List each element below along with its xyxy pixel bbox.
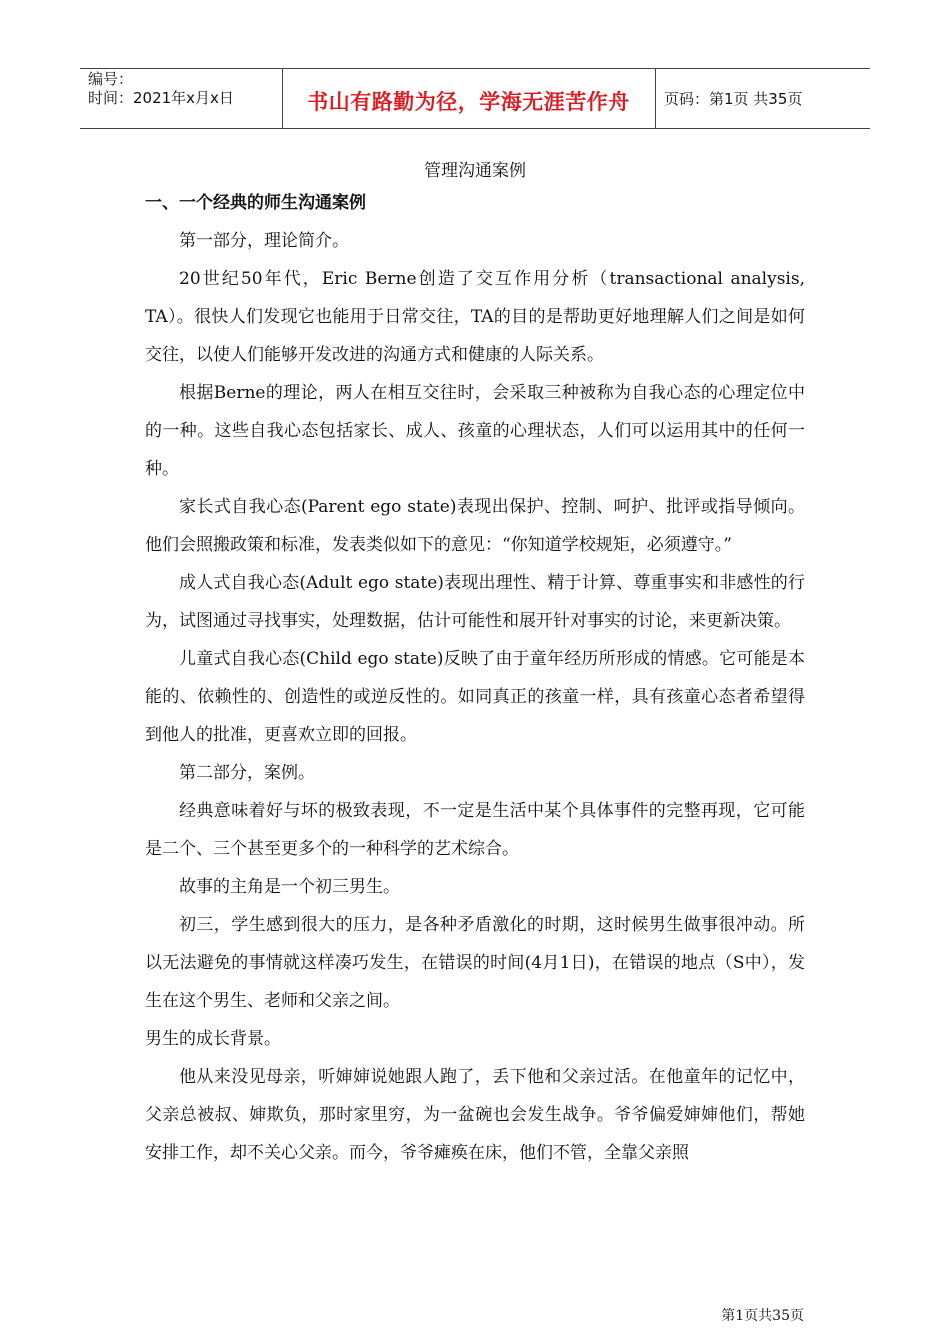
header-time-label: 时间：2021年x月x日 xyxy=(88,89,234,107)
paragraph: 第一部分，理论简介。 xyxy=(179,231,349,251)
header-meta xyxy=(88,70,234,108)
paragraph: 家长式自我心态(Parent ego state)表现出保护、控制、呵护、批评或指导倾向。他们会照搬政策和标准，发表类似如下的意见：“你知道学校规矩，必须遵守。” xyxy=(145,497,805,555)
paragraph: 初三，学生感到很大的压力，是各种矛盾激化的时期，这时候男生做事很冲动。所以无法避免的事情就这样凑巧发生，在错误的时间(4月1日)，在错误的地点（S中），发生在这个男生、老师和父亲之间。 xyxy=(145,915,805,1011)
header-page-info: 页码：第1页 共35页 xyxy=(664,90,803,108)
paragraph: 故事的主角是一个初三男生。 xyxy=(179,877,400,897)
paragraph: 根据Berne的理论，两人在相互交往时，会采取三种被称为自我心态的心理定位中的一种。这些自我心态包括家长、成人、孩童的心理状态，人们可以运用其中的任何一种。 xyxy=(145,383,805,479)
paragraph: 成人式自我心态(Adult ego state)表现出理性、精于计算、尊重事实和非感性的行为，试图通过寻找事实，处理数据，估计可能性和展开针对事实的讨论，来更新决策。 xyxy=(145,573,805,631)
header-bottom-border xyxy=(80,128,870,129)
paragraph: 经典意味着好与坏的极致表现，不一定是生活中某个具体事件的完整再现，它可能是二个、三个甚至更多个的一种科学的艺术综合。 xyxy=(145,801,805,859)
document-title: 管理沟通案例 xyxy=(424,161,526,181)
paragraph: 男生的成长背景。 xyxy=(145,1029,281,1049)
header-motto: 书山有路勤为径，学海无涯苦作舟 xyxy=(307,90,630,114)
paragraph: 他从来没见母亲，听婶婶说她跟人跑了，丢下他和父亲过活。在他童年的记忆中，父亲总被叔、婶欺负，那时家里穷，为一盆碗也会发生战争。爷爷偏爱婶婶他们，帮她安排工作，却不关心父亲。而今，爷爷瘫痪在床，他们不管，全靠父亲照 xyxy=(145,1067,805,1163)
paragraph: 儿童式自我心态(Child ego state)反映了由于童年经历所形成的情感。它可能是本能的、依赖性的、创造性的或逆反性的。如同真正的孩童一样，具有孩童心态者希望得到他人的批准，更喜欢立即的回报。 xyxy=(145,649,805,745)
section-heading: 一、一个经典的师生沟通案例 xyxy=(145,193,366,213)
header-divider-right xyxy=(655,68,656,129)
header-number-label: 编号： xyxy=(88,70,134,88)
paragraph: 20世纪50年代，Eric Berne创造了交互作用分析（transactional analysis, TA）。很快人们发现它也能用于日常交往，TA的目的是帮助更好地理解人们之间是如何交往，以使人们能够开发改进的沟通方式和健康的人际关系。 xyxy=(145,269,805,365)
document-body xyxy=(145,190,805,1172)
footer-page-number: 第1页共35页 xyxy=(721,1308,804,1324)
paragraph: 第二部分，案例。 xyxy=(179,763,315,783)
header-top-border xyxy=(80,68,870,69)
